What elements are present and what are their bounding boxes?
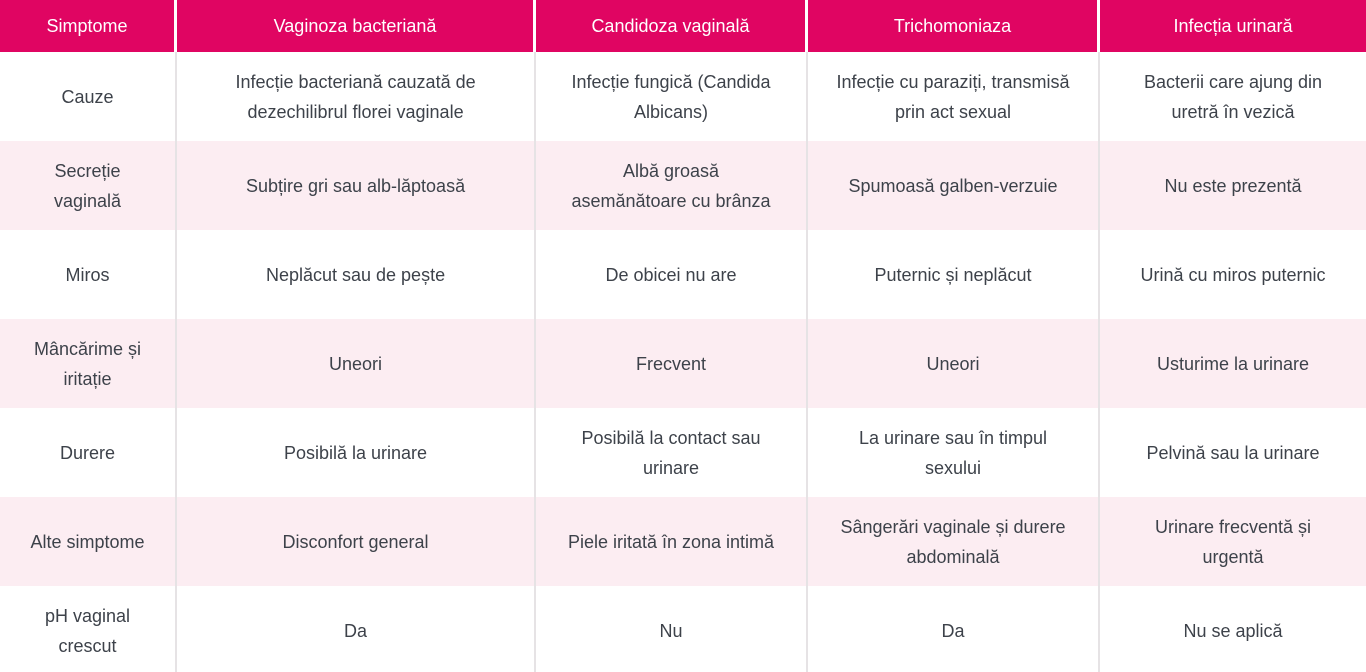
table-cell: Infecție bacteriană cauzată de dezechilibrul florei vaginale — [177, 52, 536, 141]
table-cell: Usturime la urinare — [1100, 319, 1366, 408]
table-cell: De obicei nu are — [536, 230, 808, 319]
row-label: Alte simptome — [0, 497, 177, 586]
table-cell: Infecție cu paraziți, transmisă prin act sexual — [808, 52, 1100, 141]
table-cell: Uneori — [177, 319, 536, 408]
table-row-ph — [0, 586, 1366, 672]
table-row-mancarime — [0, 319, 1366, 408]
table-body — [0, 52, 1366, 672]
table-cell: Nu se aplică — [1100, 586, 1366, 672]
table-cell: Nu este prezentă — [1100, 141, 1366, 230]
row-label: Mâncărime și iritație — [0, 319, 177, 408]
column-header-infectie-urinara: Infecția urinară — [1100, 0, 1366, 52]
table-cell: Posibilă la contact sau urinare — [536, 408, 808, 497]
table-cell: La urinare sau în timpul sexului — [808, 408, 1100, 497]
row-label: Durere — [0, 408, 177, 497]
table-header — [0, 0, 1366, 52]
row-label: pH vaginal crescut — [0, 586, 177, 672]
column-header-vaginoza: Vaginoza bacteriană — [177, 0, 536, 52]
table-row-durere — [0, 408, 1366, 497]
row-label: Cauze — [0, 52, 177, 141]
table-cell: Subțire gri sau alb-lăptoasă — [177, 141, 536, 230]
table-cell: Albă groasă asemănătoare cu brânza — [536, 141, 808, 230]
row-label: Secreție vaginală — [0, 141, 177, 230]
table-cell: Puternic și neplăcut — [808, 230, 1100, 319]
column-header-trichomoniaza: Trichomoniaza — [808, 0, 1100, 52]
table-cell: Urinare frecventă și urgentă — [1100, 497, 1366, 586]
table-cell: Sângerări vaginale și durere abdominală — [808, 497, 1100, 586]
table-cell: Posibilă la urinare — [177, 408, 536, 497]
table-cell: Urină cu miros puternic — [1100, 230, 1366, 319]
table-cell: Frecvent — [536, 319, 808, 408]
table-cell: Nu — [536, 586, 808, 672]
table-row-alte-simptome — [0, 497, 1366, 586]
table-row-cauze — [0, 52, 1366, 141]
table-cell: Da — [808, 586, 1100, 672]
table-cell: Pelvină sau la urinare — [1100, 408, 1366, 497]
table-cell: Da — [177, 586, 536, 672]
header-row — [0, 0, 1366, 52]
table-cell: Infecție fungică (Candida Albicans) — [536, 52, 808, 141]
column-header-candidoza: Candidoza vaginală — [536, 0, 808, 52]
table-cell: Uneori — [808, 319, 1100, 408]
table-row-secretie — [0, 141, 1366, 230]
table-cell: Piele iritată în zona intimă — [536, 497, 808, 586]
table-cell: Bacterii care ajung din uretră în vezică — [1100, 52, 1366, 141]
column-header-simptome: Simptome — [0, 0, 177, 52]
table-row-miros — [0, 230, 1366, 319]
table-cell: Spumoasă galben-verzuie — [808, 141, 1100, 230]
table-cell: Neplăcut sau de pește — [177, 230, 536, 319]
row-label: Miros — [0, 230, 177, 319]
table-cell: Disconfort general — [177, 497, 536, 586]
